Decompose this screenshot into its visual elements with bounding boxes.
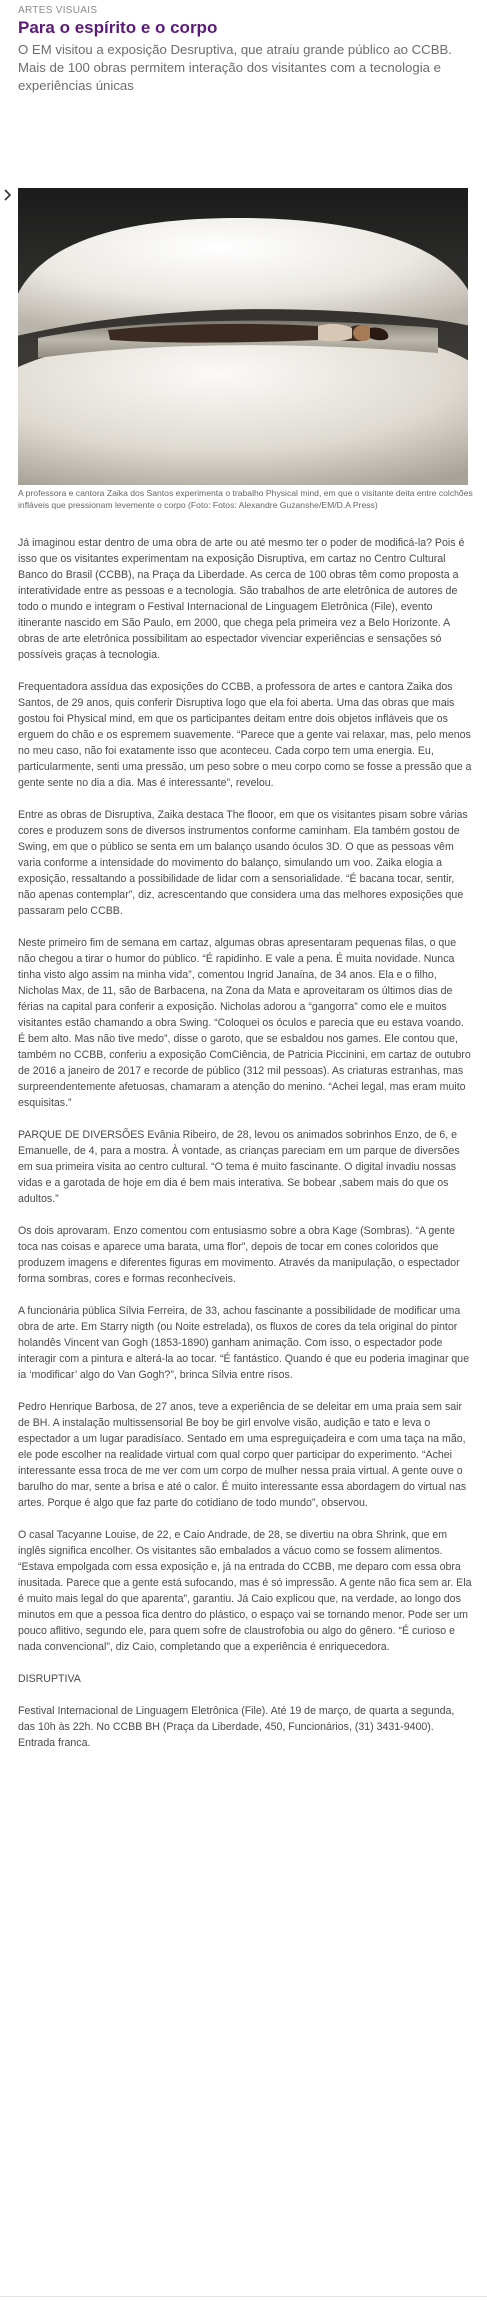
photo-caption: A professora e cantora Zaika dos Santos experimenta o trabalho Physical mind, em que o visitante deita entre colchões infláveis que pressionam levemente o corpo (Foto: Fotos: Alexandre Guzanshe/EM/D.A Press) <box>18 488 473 510</box>
article-header <box>18 4 466 95</box>
article-paragraph: Pedro Henrique Barbosa, de 27 anos, teve a experiência de se deleitar em uma praia sem sair de BH. A instalação multissensorial Be boy be girl envolve visão, audição e tato e leva o espectador a um lugar paradisíaco. Sentado em uma espreguiçadeira e com uma taça na mão, ele pode escolher na realidade virtual com qual corpo quer participar do experimento. “Achei interessante essa troca de me ver com um corpo de mulher nessa praia virtual. A gente ouve o barulho do mar, sente a brisa e até o calor. É muito interessante essa abordagem do virtual nas artes. Porque é algo que faz parte do cotidiano de todo mundo”, observou. <box>18 1401 467 1509</box>
article-photo <box>18 188 468 485</box>
article-body <box>18 535 473 1767</box>
event-info: Festival Internacional de Linguagem Eletrônica (File). Até 19 de março, de quarta a segunda, das 10h às 22h. No CCBB BH (Praça da Liberdade, 450, Funcionários, (31) 3431-9400). Entrada franca. <box>18 1705 455 1749</box>
section-kicker: ARTES VISUAIS <box>18 5 98 16</box>
section-heading: DISRUPTIVA <box>18 1673 81 1685</box>
article-title: Para o espírito e o corpo <box>18 18 218 37</box>
article-paragraph: A funcionária pública Sílvia Ferreira, de 33, achou fascinante a possibilidade de modificar uma obra de arte. Em Starry nigth (ou Noite estrelada), os fluxos de cores da tela original do pintor holandês Vincent van Gogh (1853-1890) ganham animação. Com isso, o espectador pode interagir com a pintura e alterá-la ao tocar. “É fantástico. Quando é que eu poderia imaginar que ia ‘modificar’ algo do Van Gogh?”, brinca Sílvia entre risos. <box>18 1305 470 1381</box>
article-paragraph: Entre as obras de Disruptiva, Zaika destaca The flooor, em que os visitantes pisam sobre várias cores e produzem sons de diversos instrumentos conforme caminham. Ela também gostou de Swing, em que o público se senta em um balanço usando óculos 3D. O que as pessoas vêm varia conforme a intensidade do movimento do balanço, simulando um voo. Zaika elogia a exposição, ressaltando a possibilidade de lidar com a sensorialidade. “É bacana tocar, sentir, não apenas contemplar”, diz, acrescentando que considera uma das melhores exposições que passaram pelo CCBB. <box>18 809 468 917</box>
chevron-right-icon[interactable] <box>3 188 13 202</box>
article-subtitle: O EM visitou a exposição Desruptiva, que atraiu grande público ao CCBB. Mais de 100 obras permitem interação dos visitantes com a tecnologia e experiências únicas <box>18 42 452 93</box>
divider <box>0 2296 487 2297</box>
article-paragraph: Frequentadora assídua das exposições do CCBB, a professora de artes e cantora Zaika dos Santos, de 29 anos, quis conferir Disruptiva logo que ela foi aberta. Uma das obras que mais gostou foi Physical mind, em que os participantes deitam entre dois objetos infláveis que os erguem do chão e os espremem suavemente. “Parece que a gente vai relaxar, mas, pelo menos no meu caso, não foi exatamente isso que aconteceu. Cada corpo tem uma energia. Eu, particularmente, senti uma pressão, um peso sobre o meu corpo como se fosse a pressão que a gente sente no dia a dia. Mas é interessante”, revelou. <box>18 681 472 789</box>
article-paragraph: Neste primeiro fim de semana em cartaz, algumas obras apresentaram pequenas filas, o que não chegou a tirar o humor do público. “É rapidinho. E vale a pena. É muita novidade. Nunca tinha visto algo assim na minha vida”, comentou Ingrid Janaína, de 34 anos. Ela e o filho, Nicholas Max, de 11, são de Barbacena, na Zona da Mata e aproveitaram os últimos dias de férias na capital para conferir a exposição. Nicholas adorou a “gangorra” como ele e muitos visitantes estão chamando a obra Swing. “Coloquei os óculos e parecia que eu estava voando. É bem alto. Mas não tive medo”, disse o garoto, que se esbaldou nos games. Ele contou que, também no CCBB, conferiu a exposição ComCiência, de Patricia Piccinini, em cartaz de outubro de 2016 a janeiro de 2017 e recorde de público (312 mil pessoas). As criaturas estranhas, mas surpreendentemente afetuosas, chamaram a atenção do menino. “Achei legal, mas eram muito esquisitas.” <box>18 937 471 1109</box>
article-paragraph: O casal Tacyanne Louise, de 22, e Caio Andrade, de 28, se divertiu na obra Shrink, que em inglês significa encolher. Os visitantes são embalados a vácuo como se fossem alimentos. “Estava empolgada com essa exposição e, já na entrada do CCBB, me deparo com essa obra inusitada. Parece que a gente está sufocando, mas é só impressão. A gente não fica sem ar. Ela é muito mais legal do que aparenta”, garantiu. Já Caio explicou que, na verdade, ao longo dos minutos em que a pessoa fica dentro do plástico, o espaço vai se tornando menor. Pode ser um pouco aflitivo, segundo ele, para quem sofre de claustrofobia ou algo do gênero. “É curioso e nada convencional”, diz Caio, completando que a experiência é enriquecedora. <box>18 1529 472 1653</box>
article-paragraph: PARQUE DE DIVERSÕES Evânia Ribeiro, de 28, levou os animados sobrinhos Enzo, de 6, e Emanuelle, de 4, para a mostra. À vontade, as crianças pareciam em um parque de diversões em sua primeira visita ao centro cultural. “O tema é muito fascinante. O digital invadiu nossas vidas e a garotada de hoje em dia é bem mais interativa. Se bobear ,sabem mais do que os adultos.” <box>18 1129 460 1205</box>
article-paragraph: Os dois aprovaram. Enzo comentou com entusiasmo sobre a obra Kage (Sombras). “A gente toca nas coisas e aparece uma barata, uma flor”, depois de tocar em cones coloridos que produzem imagens e diferentes figuras em movimento. Através da manipulação, o espectador forma sombras, cores e formas reconhecíveis. <box>18 1225 460 1285</box>
article-paragraph: Já imaginou estar dentro de uma obra de arte ou até mesmo ter o poder de modificá-la? Pois é isso que os visitantes experimentam na exposição Disruptiva, em cartaz no Centro Cultural Banco do Brasil (CCBB), na Praça da Liberdade. As cerca de 100 obras têm como proposta a interatividade entre as pessoas e a tecnologia. São trabalhos de arte eletrônica de autores de todo o mundo e integram o Festival Internacional de Linguagem Eletrônica (File), evento itinerante nascido em São Paulo, em 2000, que chega pela primeira vez a Belo Horizonte. A obras de arte eletrônica possibilitam ao espectador vivenciar experiências e sensações só possíveis graças à tecnologia. <box>18 537 465 661</box>
image-icon <box>18 188 468 485</box>
